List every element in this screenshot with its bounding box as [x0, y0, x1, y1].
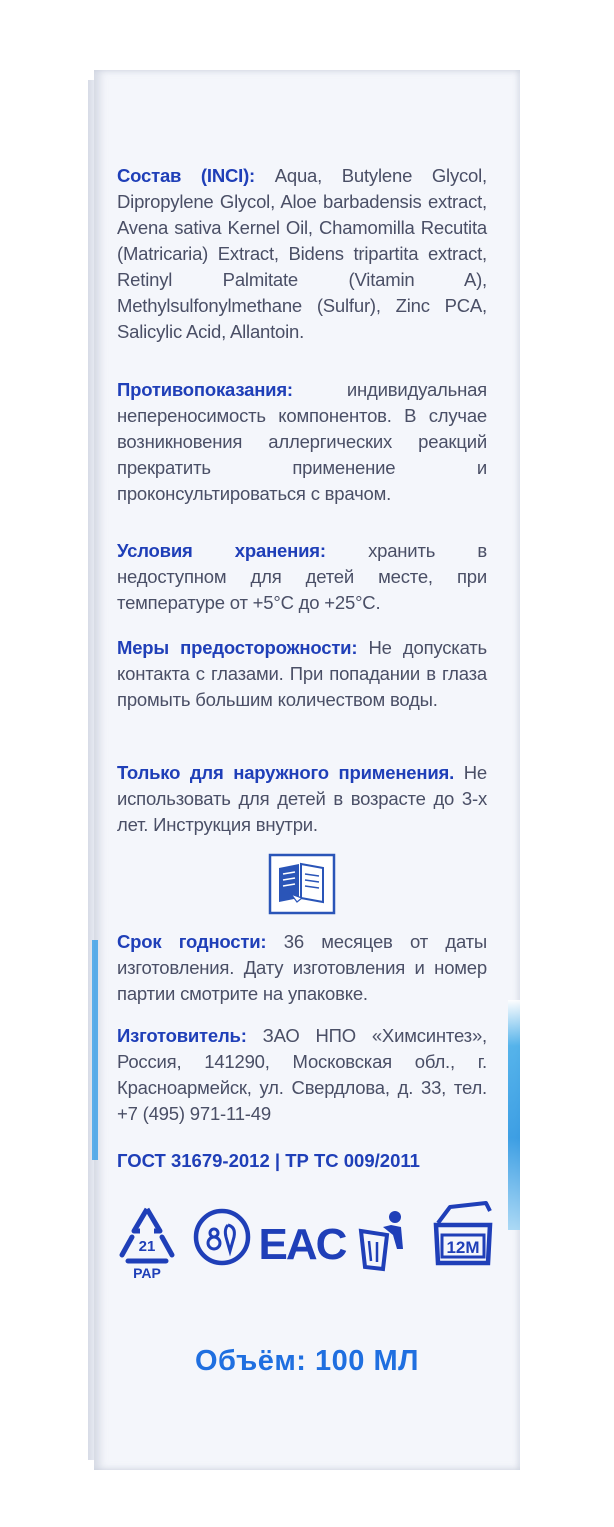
- external-use-text: Не использовать для детей в возрасте до 3-х лет. Инструкция внутри.: [117, 762, 487, 835]
- manufacturer-block: [117, 1023, 487, 1127]
- volume-label: Объём: 100 МЛ: [195, 1345, 419, 1377]
- contraindications-block: [117, 377, 487, 507]
- recycle-number: 21: [138, 1238, 156, 1255]
- pao-jar-icon: [430, 1201, 496, 1267]
- eac-icon: [258, 1211, 346, 1269]
- shelf-life-block: [117, 929, 487, 1007]
- manufacturer-label: Изготовитель:: [117, 1025, 247, 1046]
- precautions-label: Меры предосторожности:: [117, 637, 358, 658]
- contraindications-text: индивидуальная непереносимость компонентов. В случае возникновения аллергических реакций прекратить применение и проконсультироваться с врачом.: [117, 379, 487, 504]
- pao-label: 12M: [446, 1238, 480, 1257]
- recycle-code: PAP: [133, 1265, 161, 1281]
- external-use-block: [117, 760, 487, 838]
- composition-block: [117, 163, 487, 345]
- instruction-inside-icon: [269, 854, 335, 914]
- standards-line: ГОСТ 31679-2012 | ТР ТС 009/2011: [117, 1150, 420, 1171]
- storage-label: Условия хранения:: [117, 540, 326, 561]
- shelf-life-text: 36 месяцев от даты изготовления. Дату изготовления и номер партии смотрите на упаковке.: [117, 931, 488, 1004]
- storage-block: [117, 538, 487, 616]
- box-right-edge: [508, 1000, 520, 1230]
- eac-mark: EAC: [258, 1220, 346, 1269]
- precautions-block: [117, 635, 487, 713]
- side-color-strip: [92, 940, 98, 1160]
- external-use-label: Только для наружного применения.: [117, 762, 455, 783]
- shelf-life-label: Срок годности:: [117, 931, 267, 952]
- storage-text: хранить в недоступном для детей месте, при температуре от +5°С до +25°С.: [117, 540, 487, 613]
- manufacturer-text: ЗАО НПО «Химсинтез», Россия, 141290, Московская обл., г. Красноармейск, ул. Свердлова, д. 33, тел. +7 (495) 971-11-49: [117, 1025, 487, 1124]
- composition-text: Aqua, Butylene Glycol, Dipropylene Glycol, Aloe barbadensis extract, Avena sativa Kernel Oil, Chamomilla Recutita (Matricaria) Extract, Bidens tripartita extract, Retinyl Palmitate (Vitamin A), Methylsulfonylmethane (Sulfur), Zinc PCA, Salicylic Acid, Allantoin.: [117, 165, 487, 342]
- trash-bin-icon: [357, 1209, 413, 1271]
- contraindications-label: Противопоказания:: [117, 379, 293, 400]
- composition-label: Состав (INCI):: [117, 165, 256, 186]
- precautions-text: Не допускать контакта с глазами. При попадании в глаза промыть большим количеством воды.: [117, 637, 487, 710]
- cosmetic-icon: [192, 1207, 252, 1267]
- symbols-row: [112, 1195, 502, 1285]
- recycle-icon: [112, 1203, 182, 1281]
